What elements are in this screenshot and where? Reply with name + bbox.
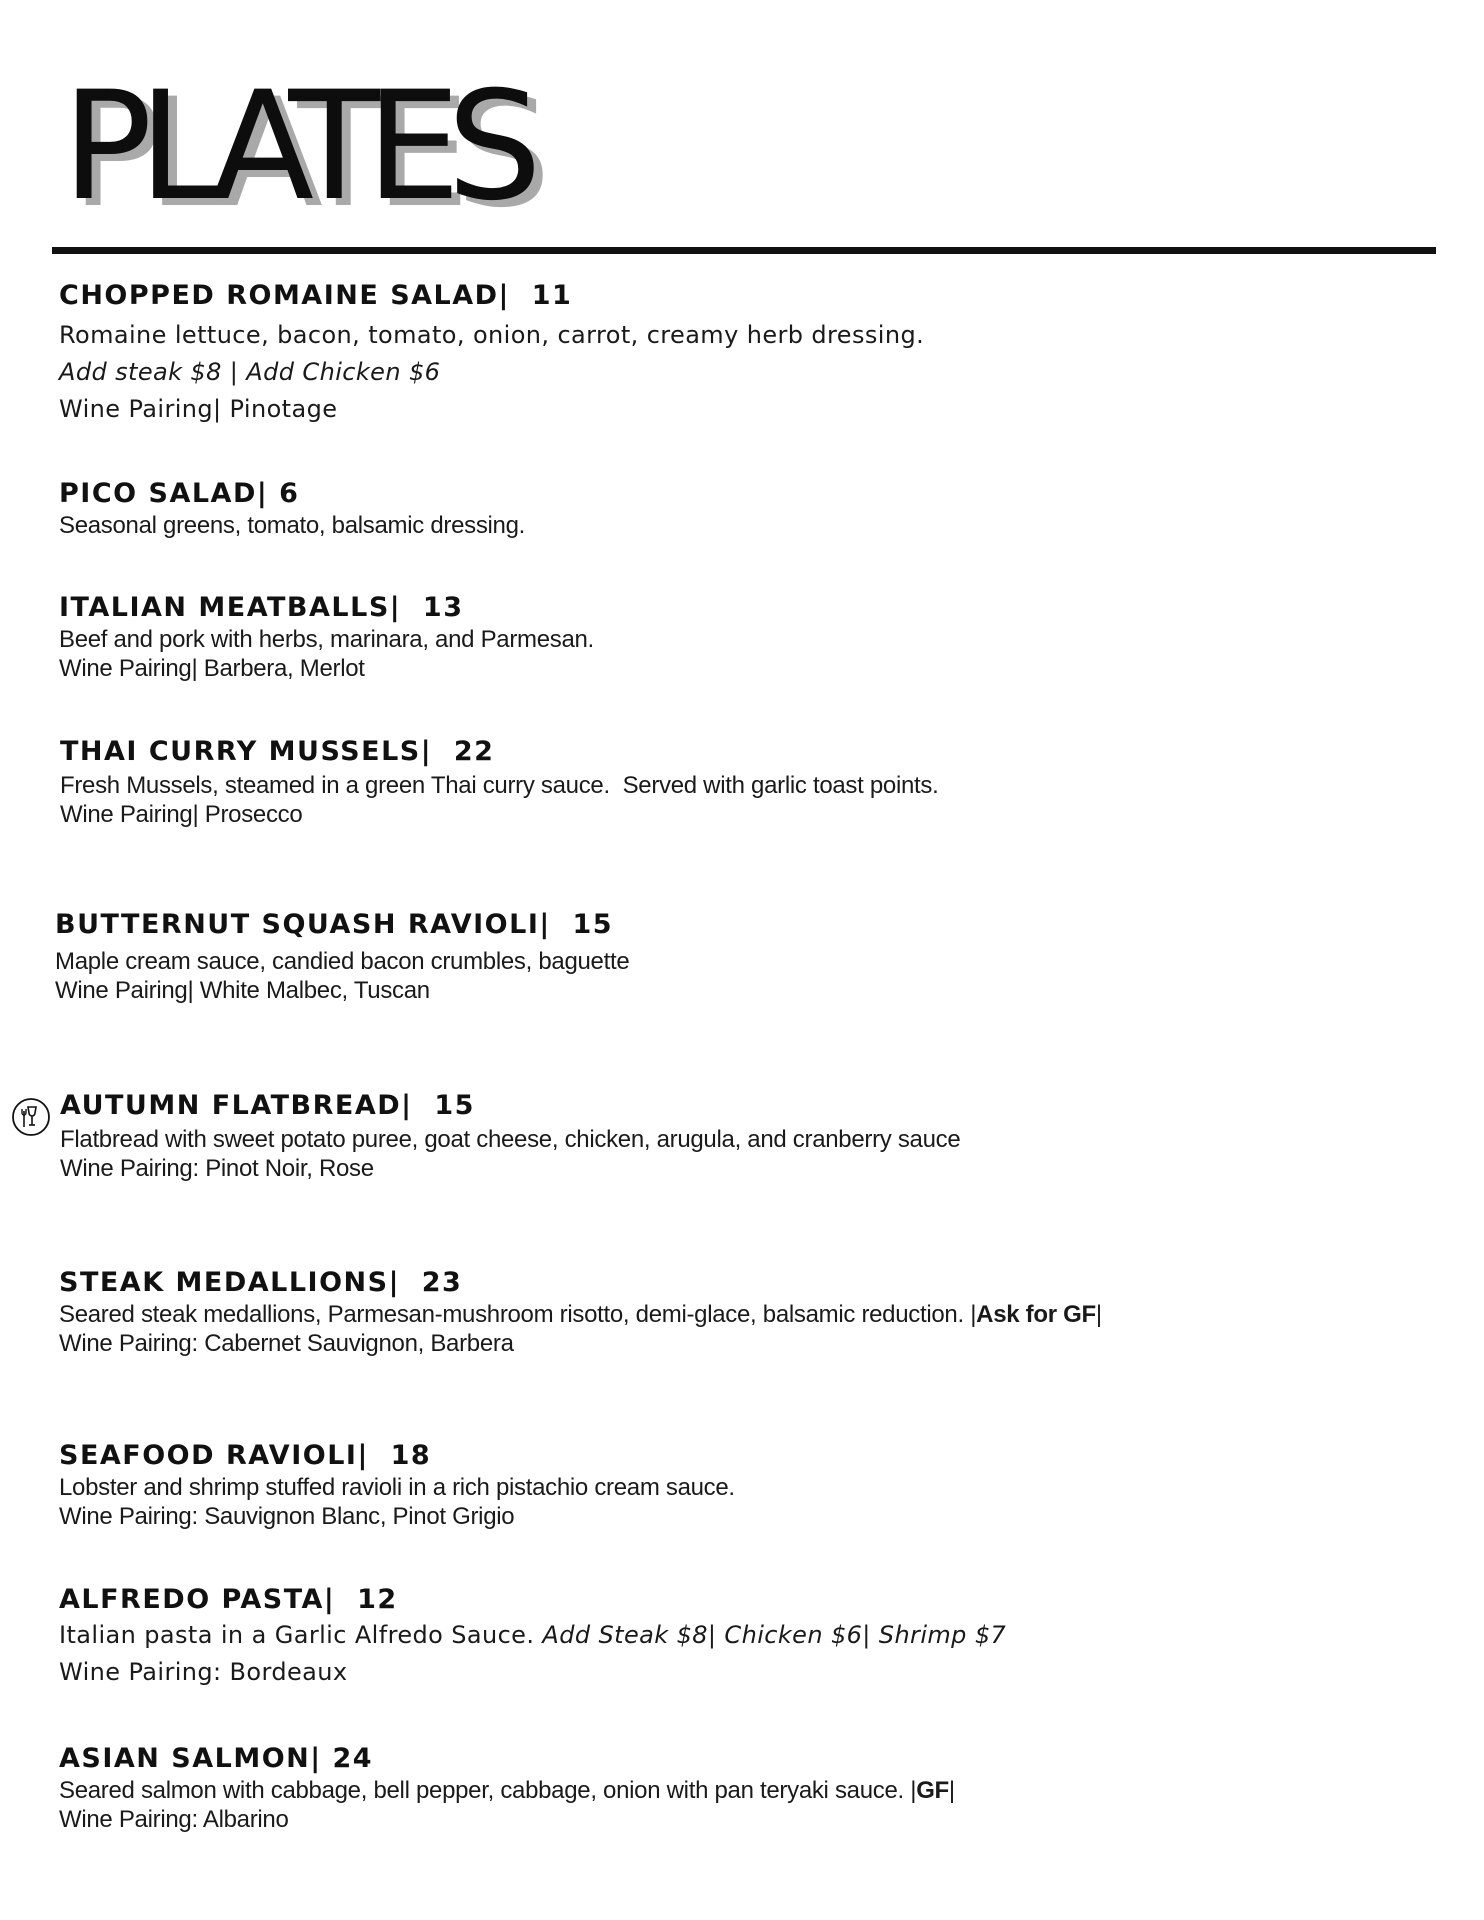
item-title: AUTUMN FLATBREAD| 15 (60, 1090, 475, 1121)
item-title: ITALIAN MEATBALLS| 13 (59, 592, 464, 623)
menu-item-asian-salmon (59, 1742, 1389, 1834)
item-title: THAI CURRY MUSSELS| 22 (60, 736, 495, 767)
item-description: Flatbread with sweet potato puree, goat cheese, chicken, arugula, and cranberry sauce (60, 1126, 961, 1153)
item-wine-pairing: Wine Pairing| Pinotage (59, 395, 338, 423)
item-title: PICO SALAD| 6 (59, 478, 300, 509)
item-wine-pairing: Wine Pairing: Sauvignon Blanc, Pinot Grigio (59, 1503, 515, 1530)
item-description: Fresh Mussels, steamed in a green Thai curry sauce. Served with garlic toast points. (60, 772, 939, 799)
item-title: SEAFOOD RAVIOLI| 18 (59, 1440, 432, 1471)
item-wine-pairing: Wine Pairing: Pinot Noir, Rose (60, 1155, 374, 1182)
item-wine-pairing: Wine Pairing: Cabernet Sauvignon, Barbera (59, 1330, 514, 1357)
menu-item-thai-curry-mussels (60, 735, 1390, 829)
menu-item-pico-salad (59, 477, 1389, 540)
item-wine-pairing: Wine Pairing| Prosecco (60, 801, 303, 828)
item-addons: Add steak $8 | Add Chicken $6 (59, 358, 441, 386)
item-description: Romaine lettuce, bacon, tomato, onion, carrot, creamy herb dressing. (59, 321, 925, 349)
gf-note: Ask for GF (976, 1301, 1096, 1328)
gf-note-end: | (1095, 1301, 1102, 1328)
page-title: PLATES (62, 60, 529, 234)
menu-item-alfredo-pasta (59, 1583, 1389, 1691)
item-description (59, 1617, 1389, 1654)
menu-item-steak-medallions (59, 1266, 1389, 1358)
gf-note: GF (916, 1777, 949, 1804)
item-wine-pairing: Wine Pairing| Barbera, Merlot (59, 655, 365, 682)
wine-glass-fork-icon (11, 1097, 51, 1137)
menu-item-autumn-flatbread (60, 1089, 1390, 1183)
item-description: Seasonal greens, tomato, balsamic dressing. (59, 512, 526, 539)
item-description: Lobster and shrimp stuffed ravioli in a rich pistachio cream sauce. (59, 1474, 735, 1501)
item-description: Beef and pork with herbs, marinara, and Parmesan. (59, 626, 594, 653)
gf-note-end: | (948, 1777, 955, 1804)
item-addons: Add Steak $8| Chicken $6| Shrimp $7 (542, 1621, 1007, 1649)
item-description (59, 1776, 1389, 1805)
item-wine-pairing: Wine Pairing| White Malbec, Tuscan (55, 977, 430, 1004)
item-description: Maple cream sauce, candied bacon crumbles, baguette (55, 948, 630, 975)
menu-item-butternut-squash-ravioli (55, 908, 1385, 1005)
item-title: STEAK MEDALLIONS| 23 (59, 1267, 463, 1298)
item-wine-pairing: Wine Pairing: Albarino (59, 1806, 289, 1833)
item-title: BUTTERNUT SQUASH RAVIOLI| 15 (55, 909, 614, 940)
description-text: Italian pasta in a Garlic Alfredo Sauce. (59, 1621, 543, 1649)
menu-item-seafood-ravioli (59, 1439, 1389, 1531)
description-text: Seared salmon with cabbage, bell pepper, cabbage, onion with pan teryaki sauce. | (59, 1777, 917, 1804)
menu-item-chopped-romaine-salad (59, 279, 1389, 428)
title-divider (52, 247, 1436, 254)
description-text: Seared steak medallions, Parmesan-mushroom risotto, demi-glace, balsamic reduction. | (59, 1301, 977, 1328)
item-title: ALFREDO PASTA| 12 (59, 1584, 398, 1615)
menu-item-italian-meatballs (59, 591, 1389, 683)
item-title: CHOPPED ROMAINE SALAD| 11 (59, 280, 573, 311)
item-description (59, 1300, 1389, 1329)
item-title: ASIAN SALMON| 24 (59, 1743, 374, 1774)
item-wine-pairing: Wine Pairing: Bordeaux (59, 1658, 348, 1686)
